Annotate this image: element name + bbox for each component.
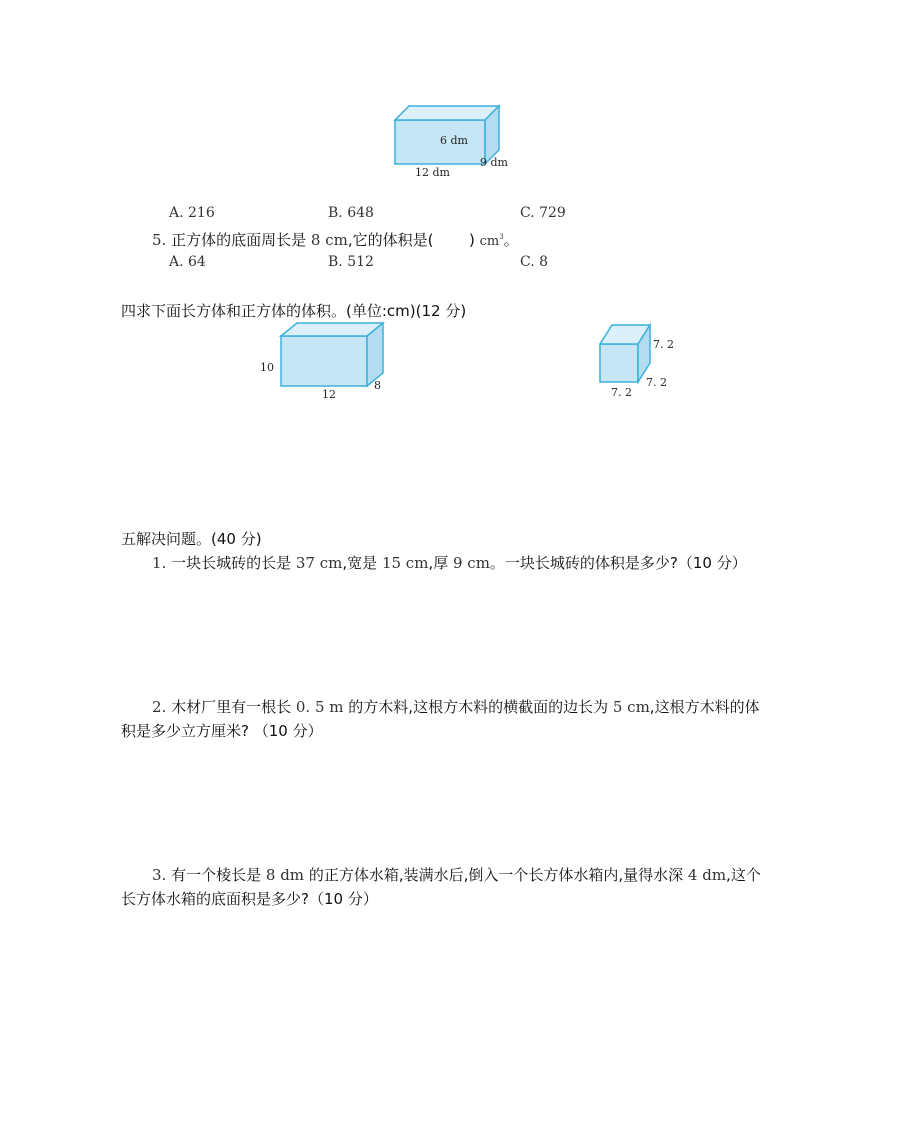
q3-text-3: ,这个 <box>726 866 761 884</box>
q5-unit: cm <box>479 234 500 249</box>
section5-question-2 <box>152 696 760 717</box>
top-cuboid-length-label: 12 dm <box>415 166 450 179</box>
q1-value-1: 37 cm <box>295 554 343 572</box>
q1-value-2: 15 cm <box>381 554 429 572</box>
section5-title: 五解决问题。(40 分) <box>121 530 262 548</box>
q5-blank-close: ) <box>469 231 475 249</box>
section5-question-1 <box>152 552 747 573</box>
section4-cube-front-label: 7. 2 <box>646 376 667 389</box>
q5-option-b: B. 512 <box>328 254 374 270</box>
section4-cube-figure <box>590 318 690 404</box>
q4-option-b: B. 648 <box>328 205 374 221</box>
q2-text-2: 的方木料,这根方木料的横截面的边长为 <box>348 698 609 716</box>
section4-cuboid-width-label: 8 <box>374 379 381 392</box>
q4-option-a: A. 216 <box>169 205 215 221</box>
section4-cuboid-figure <box>255 318 395 404</box>
q2-value-1: 0. 5 m <box>295 698 344 716</box>
q3-value-1: 8 dm <box>265 866 305 884</box>
section5-question-3 <box>152 864 761 885</box>
q1-number: 1. <box>152 554 167 572</box>
q1-text-3: ,厚 <box>428 554 449 572</box>
q5-option-a: A. 64 <box>169 254 206 270</box>
section4-cuboid-length-label: 12 <box>322 388 336 401</box>
q5-text-b: ,它的体积是( <box>347 231 434 249</box>
q1-text-2: ,宽是 <box>342 554 378 572</box>
q5-text-a: 正方体的底面周长是 <box>171 231 307 249</box>
q1-value-3: 9 cm <box>452 554 490 572</box>
top-cuboid-figure <box>385 98 525 186</box>
q1-text-4: 。一块长城砖的体积是多少?（10 分） <box>489 554 747 572</box>
section4-cube-bottom-label: 7. 2 <box>611 386 632 399</box>
q5-unit-sup: 3 <box>499 233 504 241</box>
q3-text-1: 有一个棱长是 <box>171 866 262 884</box>
q5-question <box>152 229 519 250</box>
section4-cube-right-label: 7. 2 <box>653 338 674 351</box>
q2-text-3: ,这根方木料的体 <box>649 698 760 716</box>
q5-value: 8 cm <box>310 231 348 249</box>
q3-number: 3. <box>152 866 167 884</box>
q4-option-c: C. 729 <box>520 205 566 221</box>
q2-text-1: 木材厂里有一根长 <box>171 698 292 716</box>
top-cuboid-height-label: 6 dm <box>440 134 468 147</box>
q3-line-2: 长方体水箱的底面积是多少?（10 分） <box>121 890 378 908</box>
section4-title: 四求下面长方体和正方体的体积。(单位:cm)(12 分) <box>121 302 467 320</box>
q5-end: 。 <box>503 231 519 249</box>
q5-option-c: C. 8 <box>520 254 549 270</box>
section4-cuboid-height-label: 10 <box>260 361 274 374</box>
q2-value-2: 5 cm <box>612 698 650 716</box>
q2-number: 2. <box>152 698 167 716</box>
q2-line-2: 积是多少立方厘米? （10 分） <box>121 722 323 740</box>
q3-text-2: 的正方体水箱,装满水后,倒入一个长方体水箱内,量得水深 <box>308 866 684 884</box>
top-cuboid-depth-label: 9 dm <box>480 156 508 169</box>
q5-number: 5. <box>152 231 167 249</box>
q1-text-1: 一块长城砖的长是 <box>171 554 292 572</box>
q3-value-2: 4 dm <box>687 866 727 884</box>
